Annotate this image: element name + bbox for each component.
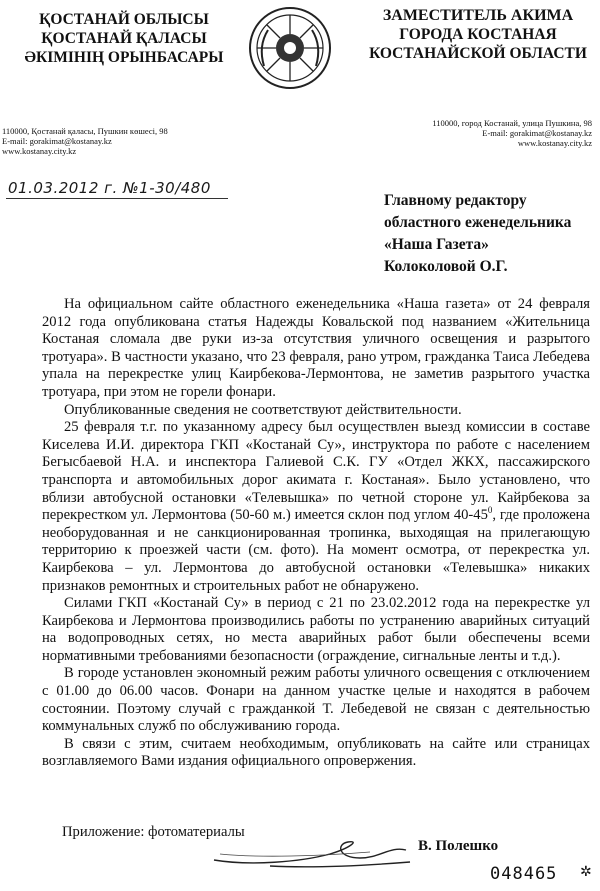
- signatory-name: В. Полешко: [418, 838, 499, 854]
- paragraph-text: 25 февраля т.г. по указанному адресу был осуществлен выезд комиссии в составе Киселева И.И. директора ГКП «Костанай Су», инструктора по работе с населением Бегысбаевой Н.А. и инспектора Галиевой С.К. ГУ «Отдел ЖКХ, пассажирского транспорта и автомобильных дорог акимата г. Костаная». Было установлено, что вблизи автобусной остановки «Телевышка» по четной стороне ул. Кайрбекова за перекрестком ул. Лермонтова (50-60 м.) имеется склон под углом 40-45: [42, 419, 590, 524]
- website-line: www.kostanay.city.kz: [517, 138, 592, 148]
- address-line: 110000, Қостанай қаласы, Пушкин көшесі, 98: [2, 126, 168, 136]
- website-line: www.kostanay.city.kz: [2, 146, 77, 156]
- paragraph: В связи с этим, считаем необходимым, опубликовать на сайте или страницах возглавляемого Вами издания официального опровержения.: [42, 735, 590, 770]
- paragraph: [42, 419, 590, 595]
- recipient-line: Колоколовой О.Г.: [384, 258, 508, 275]
- degree-mark: 0: [487, 505, 493, 516]
- letterhead-right-line: ГОРОДА КОСТАНАЯ: [399, 26, 557, 43]
- paragraph: Силами ГКП «Костанай Су» в период с 21 по 23.02.2012 года на перекрестке ул Каирбекова и Лермонтова производились работы по устранению аварийных ситуаций на водопроводных сетях, но места аварийных работ были обеспечены всеми нормативными требованиями безопасности (ограждение, сигнальные ленты и т.д.).: [42, 595, 590, 664]
- paragraph: На официальном сайте областного еженедельника «Наша газета» от 24 февраля 2012 года опубликована статья Надежды Ковальской под названием «Жительница Костаная сломала две руки из-за отсутствия уличного освещения и разрытого тротуара». В частности указано, что 23 февраля, рано утром, гражданка Таиса Лебедева упала на перекрестке улиц Каирбекова-Лермонтова, не заметив разрытого участка тротуара, при этом не горели фонари.: [42, 296, 590, 400]
- letter-body: [42, 296, 590, 771]
- paragraph: В городе установлен экономный режим работы уличного освещения с отключением с 01.00 до 06.00 часов. Фонари на данном участке целые и находятся в рабочем состоянии. Поэтому случай с гражданкой Т. Лебедевой не связан с деятельностью коммунальных служб по обслуживанию города.: [42, 665, 590, 735]
- letterhead-right-line: КОСТАНАЙСКОЙ ОБЛАСТИ: [369, 45, 587, 62]
- recipient-block: [384, 190, 594, 278]
- email-line: E-mail: gorakimat@kostanay.kz: [2, 136, 112, 146]
- serial-number: 048465: [490, 864, 558, 884]
- address-right: [380, 118, 592, 148]
- signature-icon: [210, 832, 420, 872]
- address-left: [2, 126, 242, 156]
- recipient-line: Главному редактору: [384, 192, 527, 209]
- registration-underline: [6, 198, 228, 199]
- letterhead-left-line: ҚОСТАНАЙ ОБЛЫСЫ: [39, 11, 209, 28]
- attachment-note: Приложение: фотоматериалы: [62, 824, 245, 840]
- letterhead-left-line: ӘКІМІНІҢ ОРЫНБАСАРЫ: [24, 49, 224, 66]
- paragraph-text: , где проложена необорудованная и не санкционированная тропинка, выходящая на прилегающую территорию к проезжей части (см. фото). На момент осмотра, от перекрестка ул. Каирбекова – ул. Лермонтова до автобусной остановки «Телевышка» никаких признаков ремонтных и строительных работ не обнаружено.: [42, 507, 590, 594]
- paragraph: Опубликованные сведения не соответствуют действительности.: [64, 401, 462, 418]
- letterhead-right: [362, 6, 594, 63]
- letterhead-left: [14, 10, 234, 67]
- recipient-line: «Наша Газета»: [384, 236, 489, 253]
- recipient-line: областного еженедельника: [384, 214, 572, 231]
- serial-star-mark: ✲: [580, 865, 592, 880]
- letterhead-left-line: ҚОСТАНАЙ ҚАЛАСЫ: [41, 30, 207, 47]
- letterhead-right-line: ЗАМЕСТИТЕЛЬ АКИМА: [382, 7, 574, 24]
- address-line: 110000, город Костанай, улица Пушкина, 98: [432, 118, 592, 128]
- email-line: E-mail: gorakimat@kostanay.kz: [482, 128, 592, 138]
- state-emblem-icon: [248, 6, 332, 90]
- registration-number: 01.03.2012 г. №1-30/480: [8, 179, 211, 197]
